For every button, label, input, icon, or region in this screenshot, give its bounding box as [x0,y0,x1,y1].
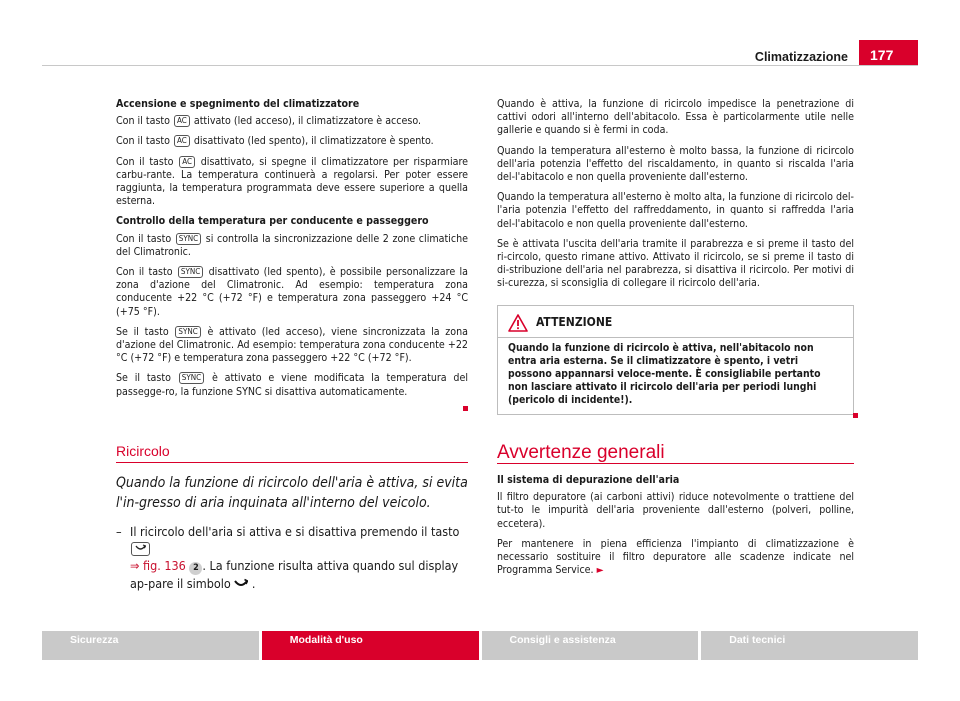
chapter-title: Climatizzazione [754,50,848,64]
page-number: 177 [859,40,918,65]
header-rule [42,65,918,66]
subheading-sync: Controllo della temperatura per conducente e passeggero [116,215,429,228]
paragraph-sync-2: Con il tasto SYNC disattivato (led spento), è possibile personalizzare la zona d'azione del Climatronic. Ad esempio: temperatura zona conducente +22 °C (+72 °F) e temperatura zona passeggero +24 °C (+75 °F). [116,266,469,318]
paragraph-sync-3: Se il tasto SYNC è attivato (led acceso), viene sincronizzata la zona d'azione del Climatronic. Ad esempio: temperatura zona conducente +22 °C (+72 °F) e temperatura zona passeggero +22 °C (+72 °F). [116,325,469,365]
footer-nav [42,631,918,660]
footer-tab-consigli[interactable]: Consigli e assistenza [482,631,699,660]
subheading-depurazione: Il sistema di depurazione dell'aria [497,474,680,487]
paragraph-sync-1: Con il tasto SYNC si controlla la sincronizzazione delle 2 zone climatiche del Climatronic. [116,232,469,258]
sync-key: SYNC [176,233,201,245]
warning-title: ATTENZIONE [536,315,613,330]
section-title-ricircolo: Ricircolo [116,443,170,460]
warning-triangle-icon [508,314,528,332]
warning-header [498,306,853,337]
paragraph-filtro-2: Per mantenere in piena efficienza l'impianto di climatizzazione è necessario sostituire il filtro depuratore alle scadenze indicate nel Programma Service. ► [497,537,854,577]
ac-key: AC [174,115,190,127]
right-column [497,98,854,584]
lead-ricircolo: Quando la funzione di ricircolo dell'aria è attiva, si evita l'in-gresso di aria inquinata all'interno del veicolo. [116,475,468,512]
section-end-mark [853,413,858,418]
footer-tab-modalita[interactable]: Modalità d'uso [262,631,479,660]
paragraph-sync-4: Se il tasto SYNC è attivato e viene modificata la temperatura del passegge-ro, la funzione SYNC si disattiva automaticamente. [116,372,468,398]
section-ricircolo [116,445,468,463]
ac-key: AC [179,156,195,168]
figure-callout: 2 [189,562,202,575]
continue-arrow-icon: ► [596,565,604,577]
footer-tab-sicurezza[interactable]: Sicurezza [42,631,259,660]
paragraph-filtro-1: Il filtro depuratore (ai carboni attivi) riduce notevolmente o trattiene del tut-to le impurità dell'aria proveniente dall'esterno (polveri, polline, eccetera). [497,491,854,530]
paragraph-ac-on: Con il tasto AC attivato (led acceso), il climatizzatore è acceso. [116,115,422,128]
ac-key: AC [174,135,190,147]
left-column [116,98,468,592]
figure-link[interactable]: ⇒ fig. 136 [130,558,186,574]
section-title-avvertenze: Avvertenze generali [497,441,665,463]
paragraph-ricircolo-1: Quando è attiva, la funzione di ricircolo impedisce la penetrazione di cattivi odori all'interno dell'abitacolo. Essa è particolarmente utile nelle gallerie e quando si è fermi in coda. [497,98,854,137]
paragraph-ac-off: Con il tasto AC disattivato (led spento), il climatizzatore è spento. [116,135,434,148]
paragraph-ricircolo-2: Quando la temperatura all'esterno è molto bassa, la funzione di ricircolo dell'aria potenzia l'effetto del riscaldamento, in quanto si riscalda l'aria del-l'abitacolo e non quella proveniente dall'esterno. [497,144,854,184]
subheading-ac: Accensione e spegnimento del climatizzatore [116,98,360,110]
recirculation-key-icon [131,542,150,556]
paragraph-ricircolo-3: Quando la temperatura all'esterno è molto alta, la funzione di ricircolo del-l'aria potenzia l'effetto del raffreddamento, in quanto si raffredda l'aria del-l'abitacolo e non quella proveniente dall'esterno. [497,191,854,230]
section-avvertenze [497,441,854,464]
bullet-dash: – [116,524,122,540]
paragraph-ac-save: Con il tasto AC disattivato, si spegne il climatizzatore per risparmiare carbu-rante. La temperatura continuerà a regolarsi. Per poter essere raggiunta, la temperatura programmata deve essere superiore a quella esterna. [116,155,468,208]
sync-key: SYNC [175,326,200,338]
sync-key: SYNC [178,266,203,278]
sync-key: SYNC [179,372,204,384]
warning-text: Quando la funzione di ricircolo è attiva, nell'abitacolo non entra aria esterna. Se il climatizzatore è spento, i vetri possono appannarsi veloce-mente. È consigliabile pertanto non lasciare attivato il ricircolo dell'aria per periodi lunghi (pericolo di incidente!). [498,337,853,414]
paragraph-ricircolo-4: Se è attivata l'uscita dell'aria tramite il parabrezza e si preme il tasto del ri-circolo, questo rimane attivo. Attivato il ricircolo, se si preme il tasto di di-stribuzione dell'aria nel parabrezza, si disattiva il ricircolo. Per motivi di si-curezza, si sconsiglia di collegare il ricircolo dell'aria. [497,237,854,290]
instruction-item: – Il ricircolo dell'aria si attiva e si disattiva premendo il tasto ⇒ fig. 136 2 . La funzione risulta attiva quando sul display ap-pare il simbolo . [116,524,460,592]
recirculation-symbol-icon [234,576,252,591]
footer-tab-dati[interactable]: Dati tecnici [701,631,918,660]
warning-box [497,305,854,415]
section-end-mark [463,406,468,411]
